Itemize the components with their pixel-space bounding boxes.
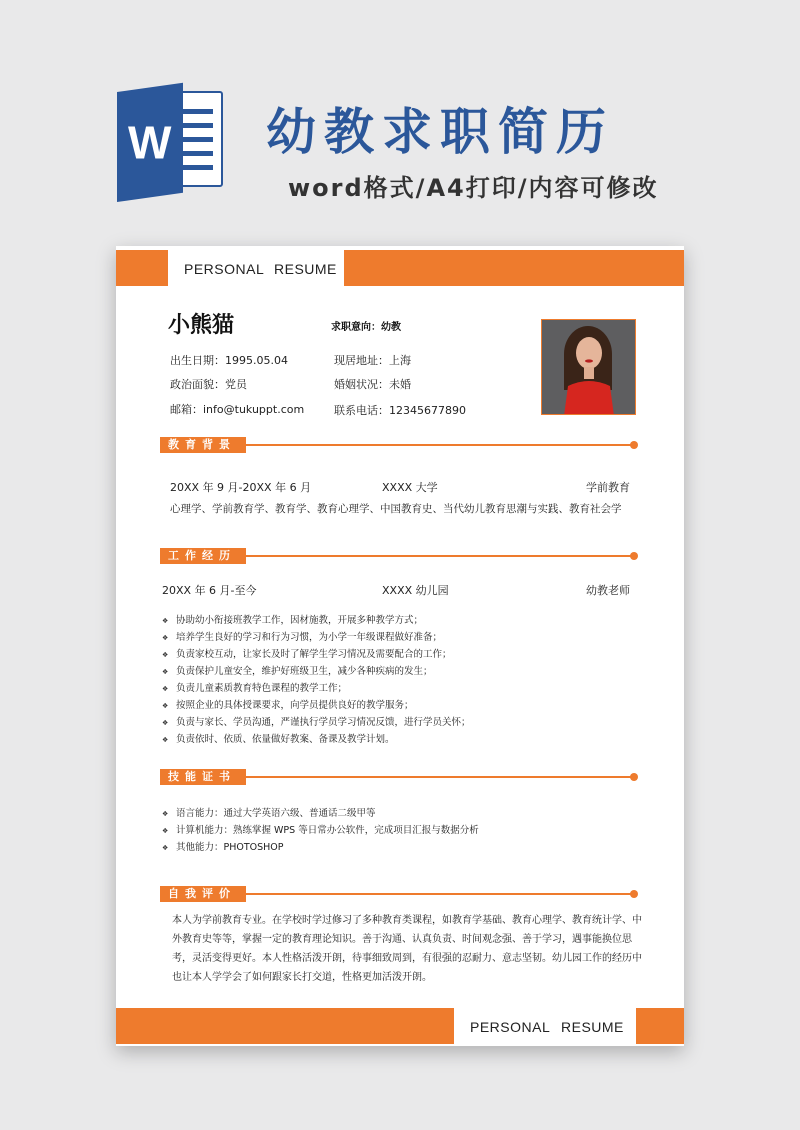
- list-item: ❖ 负责保护儿童安全，维护好班级卫生，减少各种疾病的发生；: [162, 663, 471, 680]
- marital-status: 婚姻状况：未婚: [334, 378, 411, 391]
- promo-title: 幼教求职简历: [266, 103, 614, 161]
- bottom-banner-right: [636, 1008, 684, 1044]
- top-banner-resume: RESUME: [274, 261, 337, 277]
- list-item: ❖ 协助幼小衔接班教学工作，因材施教，开展多种教学方式；: [162, 612, 471, 629]
- work-period: 20XX 年 6 月-至今: [162, 584, 257, 597]
- education-section-header: [160, 437, 638, 453]
- list-item: ❖ 负责依时、依质、依量做好教案、备课及教学计划。: [162, 731, 471, 748]
- list-item: ❖ 负责儿童素质教育特色课程的教学工作；: [162, 680, 471, 697]
- bottom-banner-left: [116, 1008, 454, 1044]
- self-eval-text: 本人为学前教育专业。在学校时学过修习了多种教育类课程，如教育学基础、教育心理学、教育统计学、中外教育史等等，掌握一定的教育理论知识。善于沟通、认真负责、时间观念强、善于学习，遇事能换位思考，灵活变得更好。本人性格活泼开朗，待事细致周到，有很强的忍耐力、意志坚韧。幼儿园工作的经历中也让本人学学会了如何跟家长打交道，性格更加活泼开朗。: [172, 915, 642, 983]
- list-item: ❖ 负责家校互动，让家长及时了解学生学习情况及需要配合的工作；: [162, 646, 471, 663]
- promo-subtitle: word格式/A4打印/内容可修改: [288, 174, 659, 202]
- top-banner-right: [344, 250, 684, 286]
- self-eval-section-header: [160, 886, 638, 902]
- list-item: ❖ 计算机能力：熟练掌握 WPS 等日常办公软件，完成项目汇报与数据分析: [162, 822, 479, 839]
- current-address: 现居地址：上海: [334, 354, 411, 367]
- education-period: 20XX 年 9 月-20XX 年 6 月: [170, 481, 312, 494]
- resume-sheet: [116, 246, 684, 1046]
- job-intent: 求职意向：幼教: [331, 322, 401, 333]
- candidate-name: 小熊猫: [168, 313, 235, 338]
- top-banner-personal: PERSONAL: [184, 261, 265, 277]
- self-eval-section-title: 自我评价: [160, 886, 246, 902]
- list-item: ❖ 负责与家长、学员沟通，严谨执行学员学习情况反馈，进行学员关怀；: [162, 714, 471, 731]
- section-dot: [630, 773, 638, 781]
- list-item: ❖ 按照企业的具体授课要求，向学员提供良好的教学服务；: [162, 697, 471, 714]
- word-app-icon: [117, 83, 227, 193]
- word-logo-letter: W: [128, 116, 172, 169]
- profile-photo: [541, 319, 636, 415]
- work-section-header: [160, 548, 638, 564]
- political-status: 政治面貌：党员: [170, 378, 247, 391]
- birth-date: 出生日期：1995.05.04: [170, 354, 288, 367]
- list-item: ❖ 语言能力：通过大学英语六级、普通话二级甲等: [162, 805, 479, 822]
- skills-list: [162, 805, 479, 856]
- section-divider: [246, 555, 632, 557]
- section-divider: [246, 776, 632, 778]
- work-section-title: 工作经历: [160, 548, 246, 564]
- email: 邮箱：info@tukuppt.com: [170, 403, 305, 416]
- education-school: XXXX 大学: [382, 481, 438, 494]
- section-divider: [246, 893, 632, 895]
- bottom-banner-personal: PERSONAL: [470, 1019, 551, 1035]
- work-duties-list: [162, 612, 471, 748]
- education-major: 学前教育: [586, 481, 630, 494]
- section-dot: [630, 890, 638, 898]
- list-item: ❖ 其他能力：PHOTOSHOP: [162, 839, 479, 856]
- phone: 联系电话：12345677890: [334, 404, 466, 417]
- education-courses: 心理学、学前教育学、教育学、教育心理学、中国教育史、当代幼儿教育思潮与实践、教育社会学: [170, 503, 622, 515]
- top-banner-left: [116, 250, 168, 286]
- list-item: ❖ 培养学生良好的学习和行为习惯，为小学一年级课程做好准备；: [162, 629, 471, 646]
- bottom-banner-resume: RESUME: [561, 1019, 624, 1035]
- work-company: XXXX 幼儿园: [382, 584, 449, 597]
- work-position: 幼教老师: [586, 584, 630, 597]
- education-section-title: 教育背景: [160, 437, 246, 453]
- section-dot: [630, 441, 638, 449]
- word-badge: [117, 83, 183, 202]
- section-dot: [630, 552, 638, 560]
- skills-section-header: [160, 769, 638, 785]
- skills-section-title: 技能证书: [160, 769, 246, 785]
- section-divider: [246, 444, 632, 446]
